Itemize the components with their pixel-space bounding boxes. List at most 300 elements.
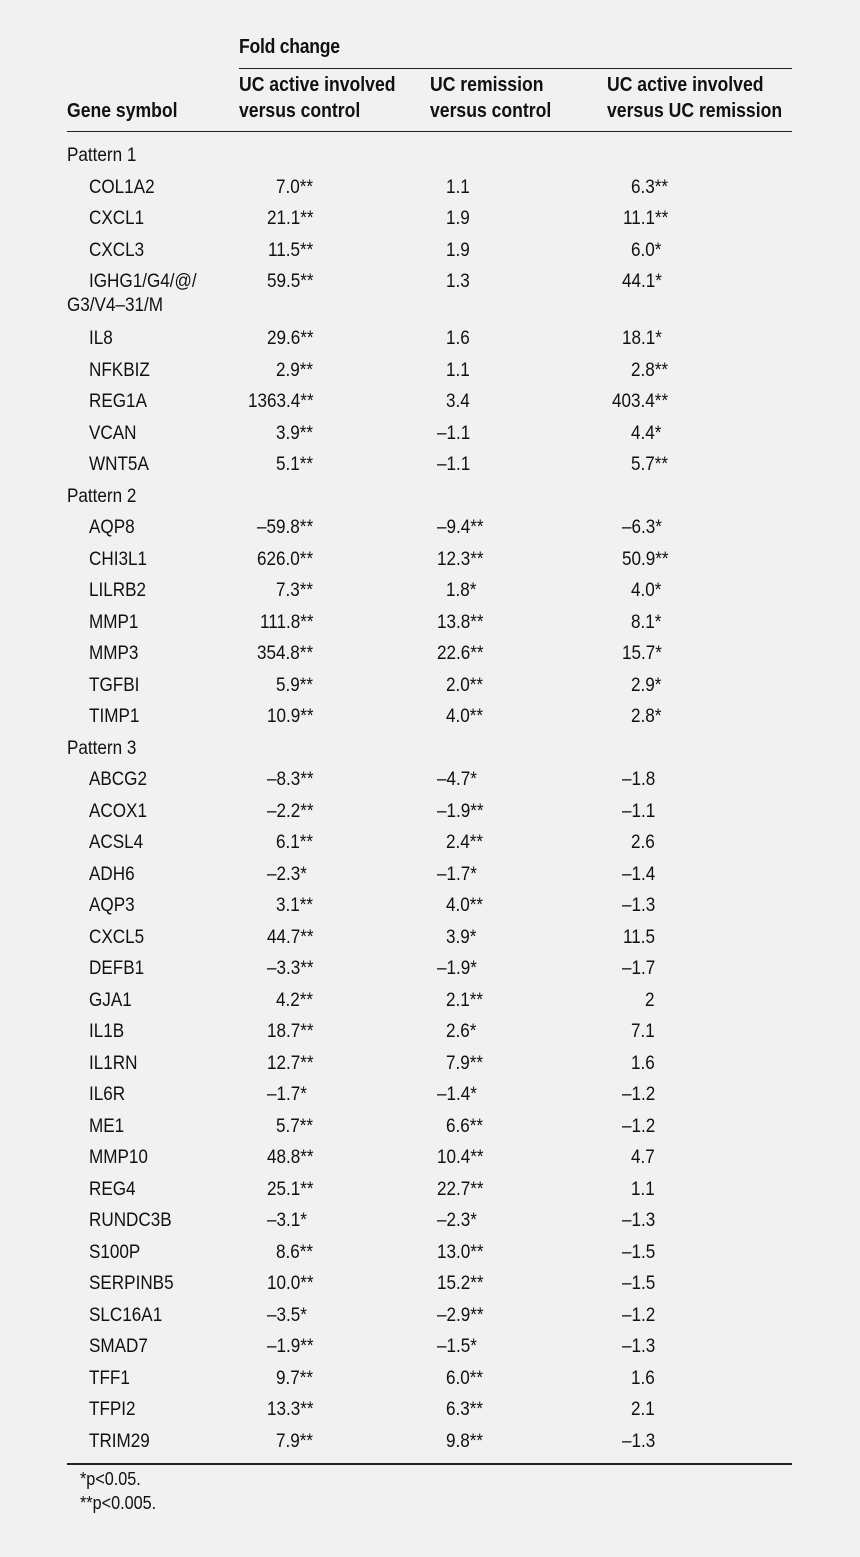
value-remission-vs-control-text: –2.9** <box>436 1304 484 1326</box>
table-row <box>0 1365 860 1393</box>
gene-symbol-text: ABCG2 <box>89 769 147 791</box>
table-row <box>0 268 860 316</box>
value-active-vs-remission <box>631 237 665 265</box>
gene-symbol <box>89 420 142 448</box>
value-remission-vs-control <box>437 1081 481 1109</box>
value-remission-vs-control-text: –1.1 <box>436 454 470 476</box>
value-active-vs-control-text: 2.9** <box>276 359 314 381</box>
table-row <box>0 609 860 637</box>
table-row <box>0 1050 860 1078</box>
value-remission-vs-control <box>446 174 472 202</box>
value-active-vs-remission-text: 403.4** <box>612 391 669 413</box>
gene-symbol <box>89 1081 129 1109</box>
value-remission-vs-control <box>446 892 487 920</box>
bottom-rule <box>67 1463 792 1465</box>
value-active-vs-control <box>267 1050 319 1078</box>
value-active-vs-control-text: –59.8** <box>257 517 314 539</box>
value-remission-vs-control <box>446 325 472 353</box>
value-remission-vs-control-text: 7.9** <box>446 1052 484 1074</box>
gene-symbol <box>89 1239 146 1267</box>
gene-symbol-continued-text: G3/V4–31/M <box>67 295 164 316</box>
value-active-vs-control-text: 10.0** <box>266 1273 314 1295</box>
value-active-vs-control <box>267 1333 319 1361</box>
value-active-vs-remission-text: –1.1 <box>621 800 655 822</box>
value-remission-vs-control-text: 3.9* <box>446 926 477 948</box>
value-active-vs-remission <box>631 829 657 857</box>
table-row <box>0 1018 860 1046</box>
value-active-vs-remission-text: 1.6 <box>631 1052 655 1074</box>
header-col1-line2: versus control <box>239 100 361 122</box>
value-active-vs-remission-text: 8.1* <box>631 611 662 633</box>
value-active-vs-control-text: 5.1** <box>276 454 314 476</box>
value-remission-vs-control-text: –1.9** <box>436 800 484 822</box>
value-active-vs-control <box>267 1270 319 1298</box>
table-row <box>0 766 860 794</box>
value-active-vs-control <box>276 672 317 700</box>
value-active-vs-control <box>267 798 319 826</box>
value-active-vs-control-text: 8.6** <box>276 1241 314 1263</box>
header-gene-symbol-text: Gene symbol <box>67 100 178 122</box>
value-active-vs-remission-text: 2.9* <box>631 674 662 696</box>
value-active-vs-control <box>276 892 317 920</box>
value-active-vs-control-text: 7.0** <box>276 176 314 198</box>
gene-symbol <box>89 237 150 265</box>
gene-symbol-text: REG4 <box>89 1178 136 1200</box>
table-row <box>0 1333 860 1361</box>
value-active-vs-control <box>267 703 319 731</box>
gene-symbol <box>89 1333 154 1361</box>
table-row <box>0 1207 860 1235</box>
value-active-vs-control-text: 1363.4** <box>247 391 314 413</box>
value-remission-vs-control <box>446 924 480 952</box>
value-remission-vs-control <box>446 1018 480 1046</box>
value-active-vs-control-text: 25.1** <box>266 1178 314 1200</box>
value-remission-vs-control-text: –1.1 <box>436 422 470 444</box>
value-remission-vs-control <box>437 1176 489 1204</box>
value-active-vs-remission <box>631 1144 657 1172</box>
value-remission-vs-control <box>446 672 487 700</box>
value-active-vs-remission <box>631 1365 657 1393</box>
value-remission-vs-control <box>446 1113 487 1141</box>
value-active-vs-control-text: 21.1** <box>266 208 314 229</box>
table-row <box>0 829 860 857</box>
value-active-vs-remission-text: –1.5 <box>621 1273 655 1295</box>
table-row <box>0 1270 860 1298</box>
value-active-vs-control <box>257 546 319 574</box>
value-active-vs-remission-text: 4.0* <box>631 580 662 602</box>
value-active-vs-remission <box>623 205 673 233</box>
value-active-vs-control <box>276 577 317 605</box>
value-remission-vs-control <box>437 451 474 479</box>
value-active-vs-control <box>267 924 319 952</box>
value-remission-vs-control-text: –1.5* <box>436 1336 477 1358</box>
gene-symbol <box>89 798 153 826</box>
gene-symbol-text: SMAD7 <box>89 1336 148 1358</box>
value-active-vs-control-text: 3.9** <box>276 422 314 444</box>
gene-symbol-text: IL1B <box>89 1021 125 1043</box>
value-active-vs-remission-text: 2.8* <box>631 706 662 728</box>
value-remission-vs-control-text: 2.4** <box>446 832 484 854</box>
value-remission-vs-control-text: –2.3* <box>436 1210 477 1232</box>
value-remission-vs-control-text: 1.9 <box>446 208 470 229</box>
value-active-vs-remission <box>631 1176 657 1204</box>
value-active-vs-remission-text: 5.7** <box>631 454 669 476</box>
value-active-vs-remission-text: –1.2 <box>621 1304 655 1326</box>
table-row <box>0 1144 860 1172</box>
gene-symbol-text: IL8 <box>89 328 113 350</box>
table-row <box>0 514 860 542</box>
gene-symbol-text: MMP3 <box>89 643 139 665</box>
gene-symbol-text: DEFB1 <box>89 958 145 980</box>
value-active-vs-control-text: 11.5** <box>267 239 314 261</box>
value-remission-vs-control <box>437 798 489 826</box>
value-active-vs-remission <box>622 546 674 574</box>
section-label-text: Pattern 2 <box>67 485 137 507</box>
table-row <box>0 640 860 668</box>
value-active-vs-control-text: –3.1* <box>266 1210 307 1232</box>
gene-symbol-text: AQP8 <box>89 517 135 539</box>
gene-symbol-text: VCAN <box>89 422 137 444</box>
value-remission-vs-control-text: –4.7* <box>436 769 477 791</box>
value-active-vs-remission <box>623 924 659 952</box>
gene-symbol <box>89 703 145 731</box>
table-row <box>0 1302 860 1330</box>
table-row <box>0 237 860 265</box>
value-active-vs-remission-text: 4.7 <box>631 1147 655 1169</box>
value-active-vs-remission <box>622 1207 659 1235</box>
gene-symbol <box>89 987 137 1015</box>
value-remission-vs-control-text: 1.8* <box>446 580 477 602</box>
gene-symbol-text: ACOX1 <box>89 800 147 822</box>
value-active-vs-remission-text: 4.4* <box>631 422 662 444</box>
value-active-vs-remission <box>631 609 665 637</box>
value-active-vs-remission-text: 6.0* <box>631 239 662 261</box>
gene-symbol-text: RUNDC3B <box>89 1210 172 1232</box>
value-remission-vs-control <box>437 514 489 542</box>
value-active-vs-remission <box>631 451 672 479</box>
gene-symbol <box>89 640 144 668</box>
fold-change-group-title: Fold change <box>239 36 340 58</box>
value-active-vs-control <box>267 766 319 794</box>
table-row <box>0 672 860 700</box>
value-active-vs-remission <box>622 640 666 668</box>
value-active-vs-control <box>267 861 311 889</box>
value-active-vs-control-text: 48.8** <box>266 1147 314 1169</box>
table-row <box>0 1396 860 1424</box>
value-remission-vs-control-text: 9.8** <box>446 1430 484 1452</box>
value-active-vs-remission-text: 7.1 <box>631 1021 655 1043</box>
value-remission-vs-control <box>437 861 481 889</box>
gene-symbol-text: GJA1 <box>89 989 132 1011</box>
value-active-vs-control <box>267 325 319 353</box>
value-remission-vs-control-text: 10.4** <box>436 1147 484 1169</box>
value-active-vs-remission-text: 15.7* <box>621 643 662 665</box>
gene-symbol-text: TFPI2 <box>89 1399 136 1421</box>
value-remission-vs-control <box>446 268 472 296</box>
value-active-vs-remission-text: –6.3* <box>621 517 662 539</box>
gene-symbol-text: COL1A2 <box>89 176 155 198</box>
section-label <box>67 483 144 511</box>
value-active-vs-remission <box>622 798 659 826</box>
value-active-vs-control <box>267 1207 311 1235</box>
gene-symbol <box>89 1302 170 1330</box>
gene-symbol <box>89 955 150 983</box>
value-remission-vs-control <box>437 1207 481 1235</box>
value-remission-vs-control-text: 6.6** <box>446 1115 484 1137</box>
table-row <box>0 174 860 202</box>
header-col2-line1: UC remission <box>430 74 544 96</box>
value-remission-vs-control-text: 12.3** <box>436 548 484 570</box>
value-remission-vs-control <box>437 1239 489 1267</box>
value-active-vs-control <box>260 609 320 637</box>
gene-symbol-text: ACSL4 <box>89 832 144 854</box>
value-remission-vs-control <box>446 388 472 416</box>
value-active-vs-remission-text: 2.1 <box>631 1399 655 1421</box>
header-col-active-vs-control <box>239 72 396 124</box>
group-rule <box>239 68 792 69</box>
value-active-vs-control <box>267 1176 319 1204</box>
gene-symbol <box>89 1050 143 1078</box>
value-remission-vs-control-text: 22.6** <box>436 643 484 665</box>
gene-symbol <box>89 546 153 574</box>
header-rule <box>67 131 792 132</box>
value-active-vs-remission-text: 2.8** <box>631 359 669 381</box>
value-active-vs-control-text: 9.7** <box>276 1367 314 1389</box>
gene-symbol <box>89 766 153 794</box>
value-remission-vs-control <box>446 1396 487 1424</box>
value-active-vs-control-text: 354.8** <box>257 643 314 665</box>
section-label-text: Pattern 3 <box>67 737 137 759</box>
value-remission-vs-control-text: –1.9* <box>436 958 477 980</box>
gene-symbol-text: IL1RN <box>89 1052 138 1074</box>
value-remission-vs-control <box>446 1050 487 1078</box>
table-row <box>0 420 860 448</box>
table-row <box>0 798 860 826</box>
value-remission-vs-control <box>446 1428 487 1456</box>
value-active-vs-control-text: 13.3** <box>266 1399 314 1421</box>
value-remission-vs-control <box>437 640 489 668</box>
value-active-vs-remission-text: 1.1 <box>631 1178 655 1200</box>
value-active-vs-remission <box>631 703 665 731</box>
value-active-vs-remission <box>631 577 665 605</box>
table-row <box>0 1239 860 1267</box>
table-row <box>0 861 860 889</box>
value-active-vs-remission <box>631 672 665 700</box>
gene-symbol <box>89 205 150 233</box>
value-remission-vs-control <box>446 987 487 1015</box>
value-active-vs-control-text: –1.9** <box>266 1336 314 1358</box>
table-row <box>0 987 860 1015</box>
table-row <box>0 1176 860 1204</box>
gene-symbol-text: AQP3 <box>89 895 135 917</box>
value-active-vs-control <box>276 1239 317 1267</box>
gene-symbol-text: WNT5A <box>89 454 149 476</box>
value-active-vs-control-text: 7.3** <box>276 580 314 602</box>
gene-symbol-text: SLC16A1 <box>89 1304 163 1326</box>
header-col-remission-vs-control <box>430 72 551 124</box>
gene-symbol <box>89 861 140 889</box>
value-remission-vs-control-text: –9.4** <box>436 517 484 539</box>
value-remission-vs-control-text: 6.0** <box>446 1367 484 1389</box>
value-active-vs-control-text: 10.9** <box>266 706 314 728</box>
value-active-vs-remission-text: 50.9** <box>621 548 669 570</box>
value-active-vs-remission <box>622 268 666 296</box>
gene-symbol <box>89 577 152 605</box>
value-active-vs-control <box>267 205 319 233</box>
value-active-vs-control-text: –3.3** <box>266 958 314 980</box>
value-remission-vs-control-text: 15.2** <box>436 1273 484 1295</box>
value-remission-vs-control-text: 1.6 <box>446 328 470 350</box>
header-gene-symbol <box>67 98 178 124</box>
value-active-vs-control <box>276 174 317 202</box>
value-active-vs-control <box>276 1428 317 1456</box>
value-remission-vs-control <box>446 357 472 385</box>
value-active-vs-remission <box>631 1050 657 1078</box>
value-active-vs-control <box>248 388 321 416</box>
table-row <box>0 451 860 479</box>
value-active-vs-remission-text: 18.1* <box>621 328 662 350</box>
value-active-vs-control <box>276 420 317 448</box>
value-active-vs-remission <box>622 1081 659 1109</box>
value-remission-vs-control <box>446 703 487 731</box>
gene-symbol-text: MMP1 <box>89 611 139 633</box>
value-active-vs-control <box>267 955 319 983</box>
gene-symbol <box>89 892 140 920</box>
value-active-vs-remission-text: 44.1* <box>621 271 662 292</box>
gene-symbol <box>89 388 153 416</box>
value-active-vs-remission-text: 1.6 <box>631 1367 655 1389</box>
value-active-vs-control-text: –2.3* <box>266 863 307 885</box>
value-remission-vs-control <box>446 577 480 605</box>
value-active-vs-remission-text: –1.3 <box>621 895 655 917</box>
value-active-vs-control <box>267 1081 311 1109</box>
table-row <box>0 577 860 605</box>
value-remission-vs-control <box>446 1365 487 1393</box>
value-remission-vs-control <box>446 205 472 233</box>
gene-symbol-text: ME1 <box>89 1115 125 1137</box>
value-remission-vs-control-text: –1.4* <box>436 1084 477 1106</box>
value-active-vs-remission-text: –1.5 <box>621 1241 655 1263</box>
value-active-vs-control-text: 7.9** <box>276 1430 314 1452</box>
value-active-vs-remission-text: –1.7 <box>621 958 655 980</box>
value-remission-vs-control <box>437 1333 481 1361</box>
table-row <box>0 357 860 385</box>
table-row <box>0 1113 860 1141</box>
value-active-vs-control <box>276 1365 317 1393</box>
value-active-vs-remission-text: 11.5 <box>622 926 655 948</box>
table-row <box>0 924 860 952</box>
value-remission-vs-control-text: 13.8** <box>436 611 484 633</box>
value-active-vs-remission <box>631 174 672 202</box>
value-active-vs-control-text: 5.9** <box>276 674 314 696</box>
header-col3-line2: versus UC remission <box>607 100 783 122</box>
section-header-row <box>0 735 860 763</box>
value-active-vs-control <box>257 514 319 542</box>
gene-symbol <box>89 1207 181 1235</box>
gene-symbol-text: CXCL5 <box>89 926 145 948</box>
table-row <box>0 703 860 731</box>
value-active-vs-remission <box>622 1239 659 1267</box>
table-row <box>0 325 860 353</box>
table-row <box>0 1428 860 1456</box>
value-remission-vs-control <box>437 955 481 983</box>
gene-symbol-text: IGHG1/G4/@/ <box>89 271 197 292</box>
value-active-vs-remission <box>622 861 659 889</box>
gene-symbol-text: TFF1 <box>89 1367 130 1389</box>
gene-symbol <box>89 672 145 700</box>
gene-symbol-text: CHI3L1 <box>89 548 147 570</box>
header-col3-line1: UC active involved <box>607 74 764 96</box>
value-active-vs-remission <box>622 766 659 794</box>
table-row <box>0 546 860 574</box>
value-active-vs-control-text: 6.1** <box>276 832 314 854</box>
section-header-row <box>0 483 860 511</box>
value-remission-vs-control <box>437 1144 489 1172</box>
value-active-vs-remission-text: –1.3 <box>621 1210 655 1232</box>
section-header-row <box>0 142 860 170</box>
value-active-vs-remission-text: –1.2 <box>621 1084 655 1106</box>
value-active-vs-control <box>276 451 317 479</box>
value-active-vs-remission <box>622 955 659 983</box>
value-active-vs-control <box>268 237 318 265</box>
value-active-vs-control-text: –3.5* <box>266 1304 307 1326</box>
value-active-vs-remission <box>622 514 666 542</box>
value-remission-vs-control-text: 1.3 <box>446 271 470 292</box>
value-active-vs-control-text: –8.3** <box>266 769 314 791</box>
value-remission-vs-control <box>437 420 474 448</box>
value-active-vs-control-text: –2.2** <box>266 800 314 822</box>
gene-symbol <box>89 829 149 857</box>
value-active-vs-control <box>267 1302 311 1330</box>
value-active-vs-control <box>276 1113 317 1141</box>
value-active-vs-control-text: 29.6** <box>266 328 314 350</box>
value-remission-vs-control-text: 1.1 <box>446 176 470 198</box>
value-active-vs-remission <box>622 325 666 353</box>
value-active-vs-control <box>267 1396 319 1424</box>
gene-symbol-text: TIMP1 <box>89 706 140 728</box>
value-active-vs-control-text: 4.2** <box>276 989 314 1011</box>
gene-symbol <box>89 174 162 202</box>
footnote-p0005: **p<0.005. <box>80 1493 157 1513</box>
value-active-vs-remission-text: –1.2 <box>621 1115 655 1137</box>
value-active-vs-control <box>257 640 319 668</box>
gene-symbol <box>89 514 140 542</box>
value-active-vs-remission-text: 2 <box>645 989 655 1011</box>
value-remission-vs-control <box>437 546 489 574</box>
header-col-active-vs-remission <box>607 72 782 124</box>
value-remission-vs-control <box>446 829 487 857</box>
value-active-vs-remission-text: 2.6 <box>631 832 655 854</box>
table-row <box>0 892 860 920</box>
gene-symbol-text: LILRB2 <box>89 580 147 602</box>
section-label <box>67 142 144 170</box>
gene-symbol-text: MMP10 <box>89 1147 148 1169</box>
value-active-vs-remission <box>631 1396 657 1424</box>
value-remission-vs-control-text: 6.3** <box>446 1399 484 1421</box>
value-active-vs-control-text: 626.0** <box>257 548 314 570</box>
footnote-p005: *p<0.05. <box>80 1469 141 1489</box>
value-active-vs-control-text: 12.7** <box>266 1052 314 1074</box>
value-remission-vs-control <box>437 1270 489 1298</box>
value-active-vs-remission-text: 11.1** <box>622 208 669 229</box>
value-active-vs-remission <box>622 1333 659 1361</box>
section-label <box>67 735 144 763</box>
table-row <box>0 955 860 983</box>
value-active-vs-remission-text: –1.4 <box>621 863 655 885</box>
value-remission-vs-control-text: 2.0** <box>446 674 484 696</box>
value-active-vs-control-text: 18.7** <box>266 1021 314 1043</box>
value-active-vs-control <box>267 1018 319 1046</box>
